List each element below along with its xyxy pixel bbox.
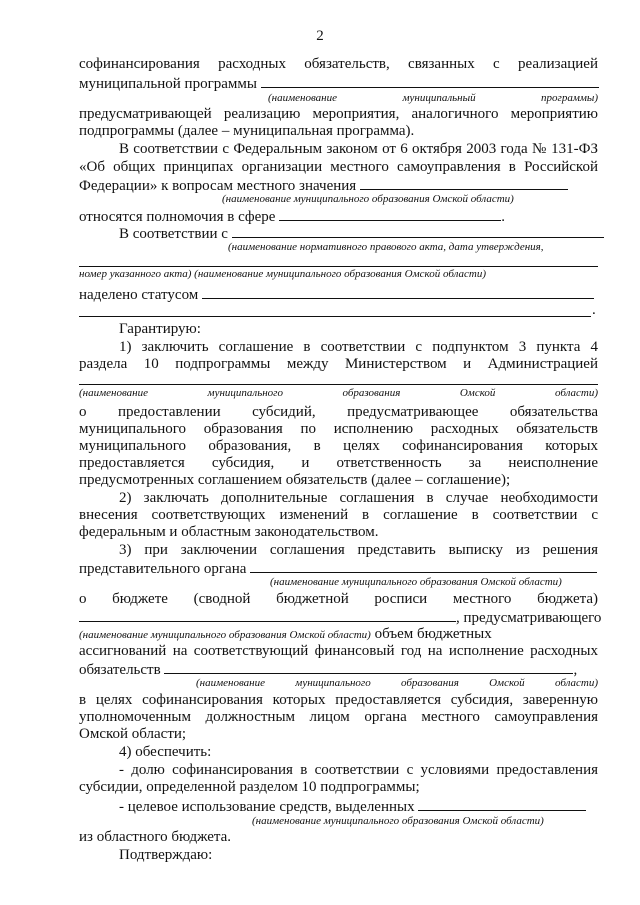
- text-line: раздела 10 подпрограммы между Министерством и Администрацией: [79, 356, 598, 372]
- fill-blank: [418, 797, 586, 811]
- text-line: предусмотренных соглашением обязательств (далее – соглашение);: [79, 472, 511, 488]
- text-line: В соответствии с Федеральным законом от 6 октября 2003 года № 131-ФЗ: [119, 141, 598, 157]
- text-line: субсидии, определенной разделом 10 подпрограммы;: [79, 779, 420, 795]
- fill-blank: [79, 608, 456, 622]
- field-caption: (наименование муниципального образования Омской области): [270, 576, 562, 588]
- fill-blank: [79, 384, 598, 385]
- text-line: .: [592, 302, 596, 318]
- text-line: предусматривающей реализацию мероприятия, аналогичного мероприятию: [79, 106, 598, 122]
- text-line: 3) при заключении соглашения представить выписку из решения: [119, 542, 598, 558]
- text-line: о предоставлении субсидий, предусматривающее обязательства: [79, 404, 598, 420]
- text-line: представительного органа: [79, 559, 598, 578]
- field-caption: номер указанного акта) (наименование муниципального образования Омской области): [79, 268, 487, 280]
- text-line: Подтверждаю:: [119, 847, 213, 863]
- text-line: 2) заключать дополнительные соглашения в случае необходимости: [119, 490, 598, 506]
- text-line: - целевое использование средств, выделенных: [79, 797, 598, 816]
- text-line: федеральным и областным законодательством.: [79, 524, 379, 540]
- text-line: наделено статусом: [79, 285, 598, 304]
- text-line: уполномоченным должностным лицом органа местного самоуправления: [79, 709, 598, 725]
- text-line: софинансирования расходных обязательств, связанных с реализацией: [79, 56, 598, 72]
- fill-blank: [79, 266, 598, 267]
- text-line: «Об общих принципах организации местного самоуправления в Российской: [79, 159, 598, 175]
- text-line: подпрограммы (далее – муниципальная программа).: [79, 123, 415, 139]
- fill-blank: [279, 207, 501, 221]
- field-caption: (наименование муниципального образования Омской области): [252, 815, 544, 827]
- fill-blank: [232, 224, 604, 238]
- field-caption: (наименование муниципального образования Омской области): [196, 677, 598, 689]
- text-line: о бюджете (сводной бюджетной росписи местного бюджета): [79, 591, 598, 607]
- text-line: (наименование муниципального образования Омской области) объем бюджетных: [79, 626, 492, 642]
- text-line: 1) заключить соглашение в соответствии с подпунктом 3 пункта 4: [119, 339, 598, 355]
- fill-blank: [202, 285, 594, 299]
- text-line: обязательств ,: [79, 662, 578, 678]
- text-line: муниципальной программы: [79, 74, 598, 93]
- page-number: 2: [316, 28, 324, 44]
- text-line: в целях софинансирования которых предоставляется субсидия, заверенную: [79, 692, 598, 708]
- field-caption: (наименование муниципальный программы): [268, 92, 598, 104]
- text-line: - долю софинансирования в соответствии с условиями предоставления: [119, 762, 598, 778]
- field-caption: (наименование нормативного правового акта, дата утверждения,: [228, 241, 544, 253]
- text-line: , предусматривающего: [79, 608, 598, 627]
- text-line: ассигнований на соответствующий финансовый год на исполнение расходных: [79, 643, 598, 659]
- text-line: В соответствии с: [79, 224, 598, 243]
- fill-blank: [261, 74, 599, 88]
- field-caption: (наименование муниципального образования Омской области): [222, 193, 514, 205]
- text-line: внесения соответствующих изменений в соглашение в соответствии с: [79, 507, 598, 523]
- text-line: 4) обеспечить:: [119, 744, 212, 760]
- fill-blank: [79, 316, 591, 317]
- text-line: Гарантирую:: [119, 321, 201, 337]
- fill-blank: [250, 559, 597, 573]
- text-line: Федерации» к вопросам местного значения: [79, 176, 598, 195]
- text-line: предоставляется субсидия, и ответственность за неисполнение: [79, 455, 598, 471]
- fill-blank: [164, 660, 573, 674]
- text-line: муниципального образования по исполнению расходных обязательств: [79, 421, 598, 437]
- fill-blank: [360, 176, 568, 190]
- text-line: муниципального образования, в целях софинансирования которых: [79, 438, 598, 454]
- text-line: из областного бюджета.: [79, 829, 232, 845]
- text-line: Омской области;: [79, 726, 187, 742]
- field-caption: (наименование муниципального образования Омской области): [79, 387, 598, 399]
- text-line: относятся полномочия в сфере .: [79, 209, 505, 225]
